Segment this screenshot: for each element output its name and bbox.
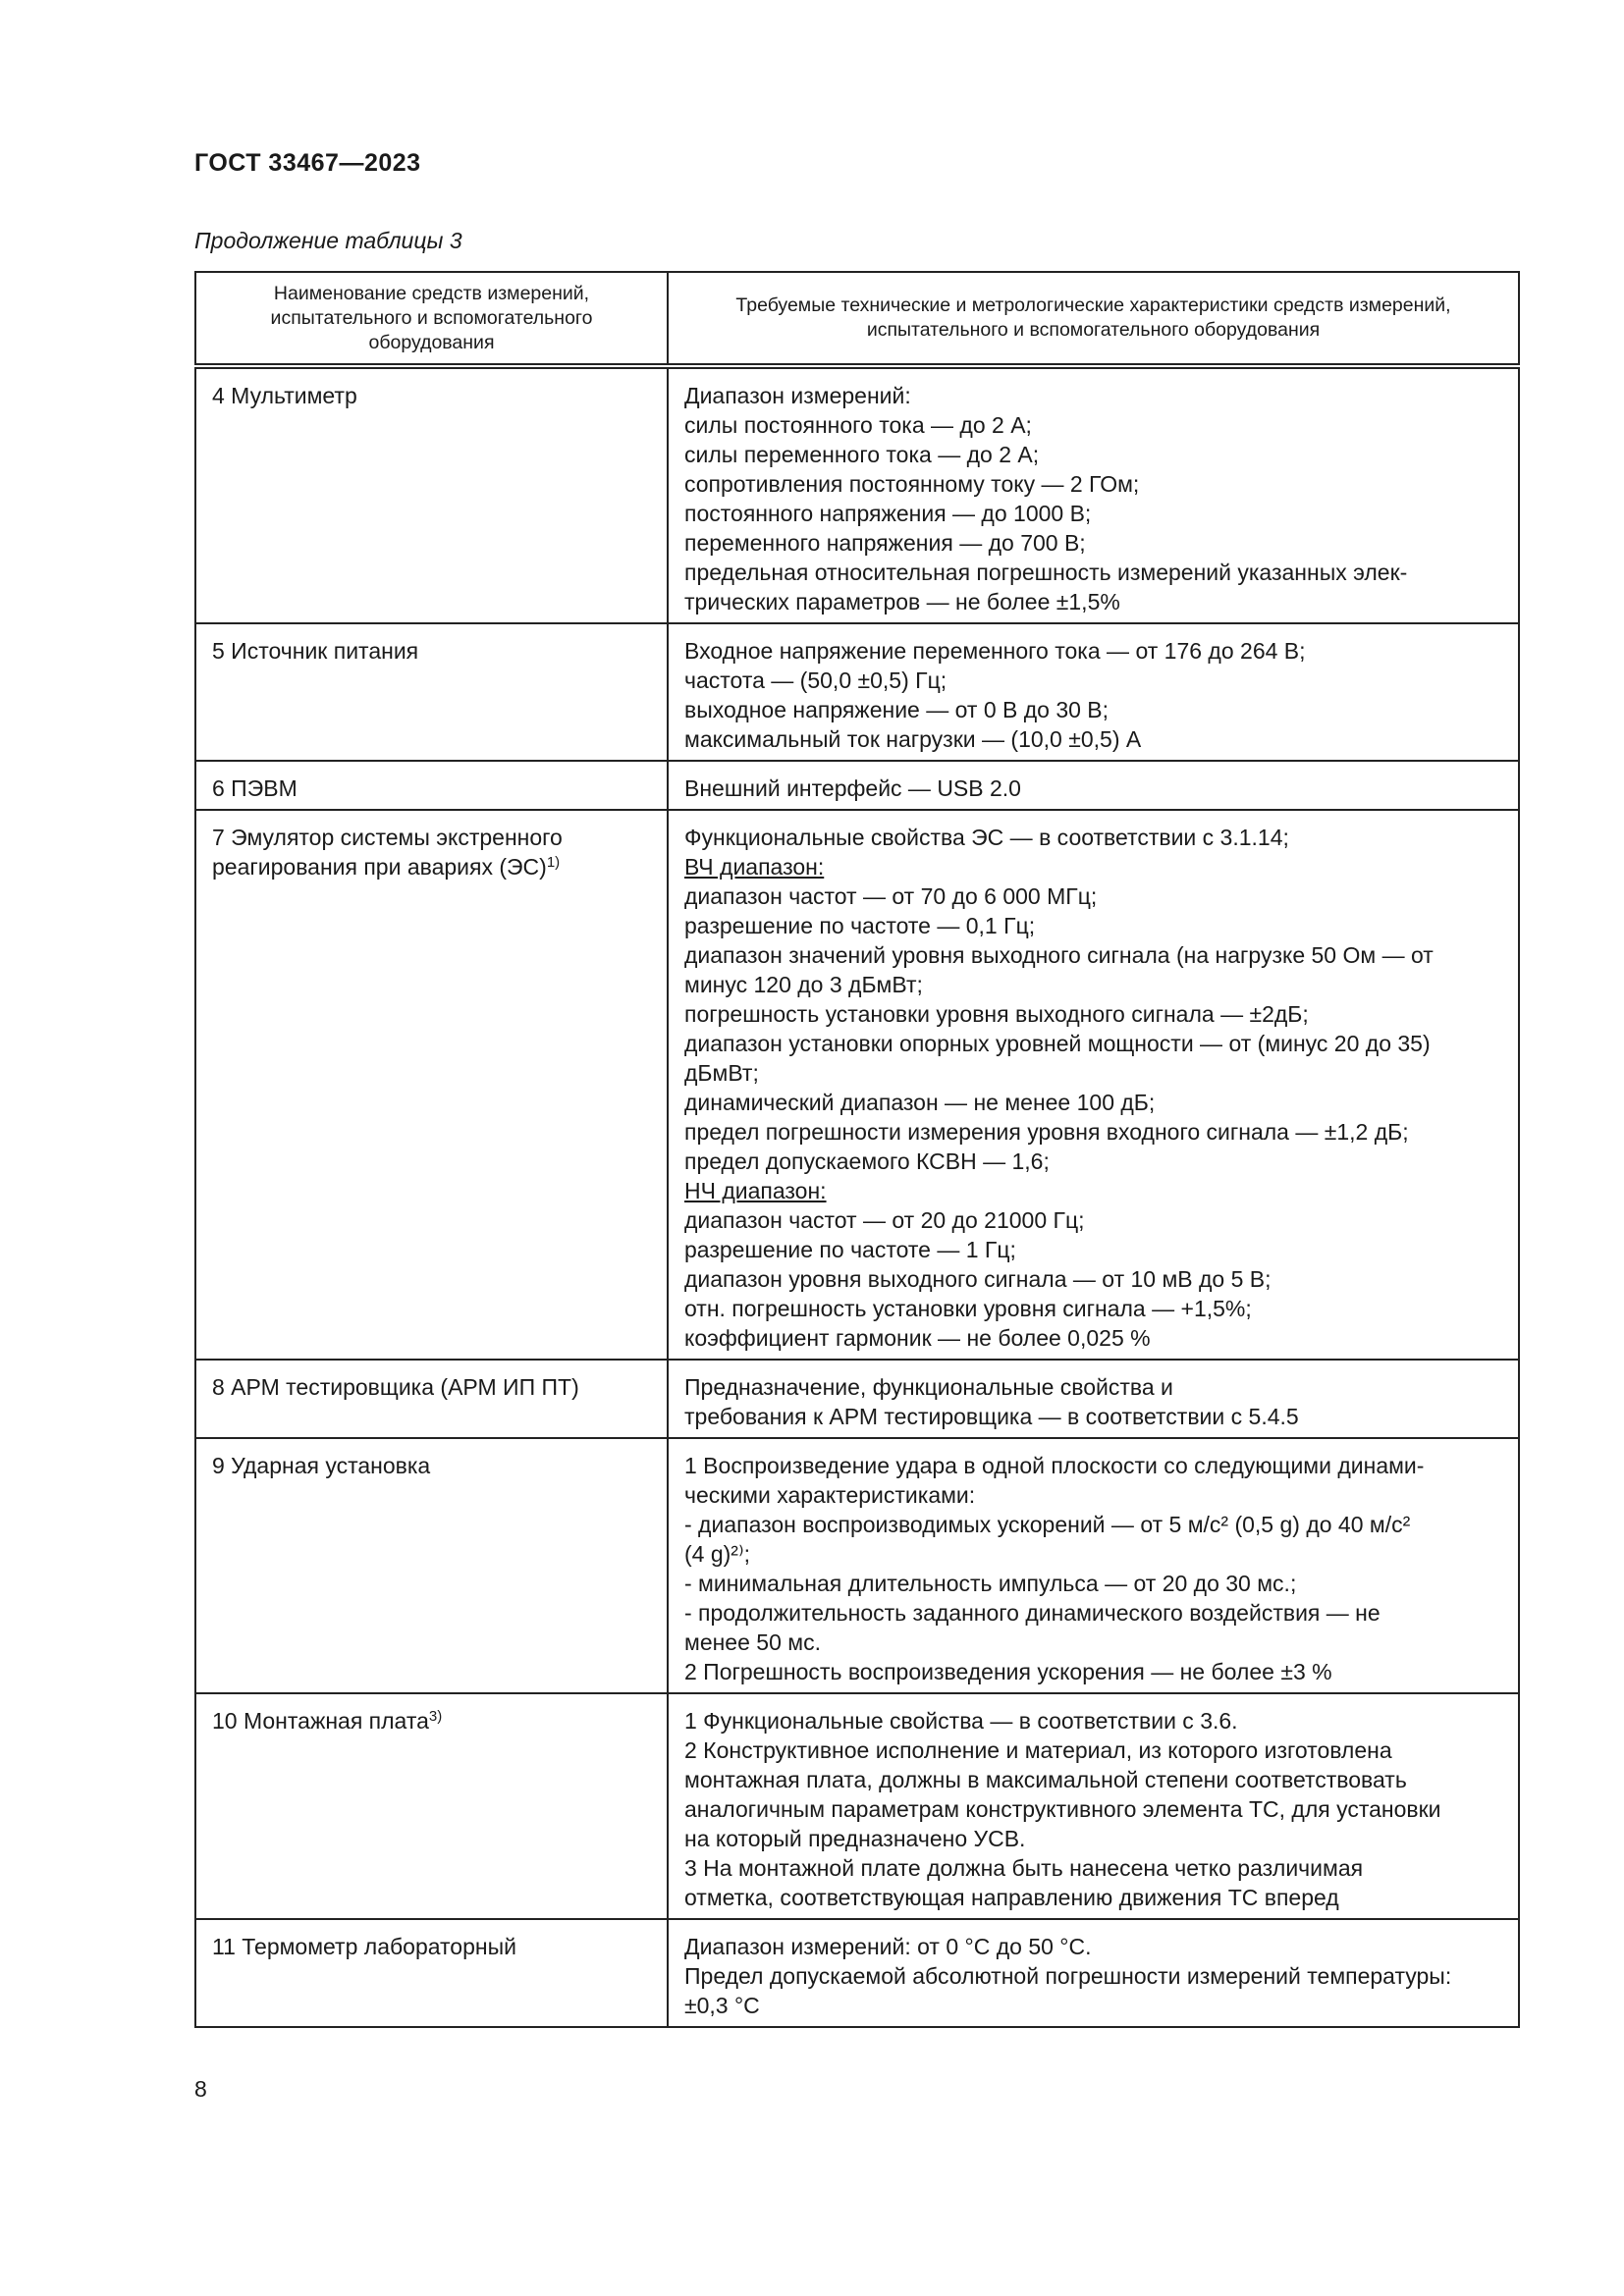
equipment-name-cell [195, 810, 668, 1360]
requirements-table [194, 271, 1520, 2028]
characteristic-line: диапазон значений уровня выходного сигнала (на нагрузке 50 Ом — от [684, 942, 1434, 968]
table-row [195, 366, 1519, 623]
characteristic-line: постоянного напряжения — до 1000 В; [684, 501, 1092, 526]
characteristic-line: диапазон установки опорных уровней мощности — от (минус 20 до 35) [684, 1031, 1431, 1056]
characteristic-line: менее 50 мс. [684, 1629, 821, 1655]
characteristic-line: минус 120 до 3 дБмВт; [684, 972, 923, 997]
characteristic-line: Предел допускаемой абсолютной погрешности измерений температуры: [684, 1963, 1452, 1989]
characteristic-line: диапазон частот — от 70 до 6 000 МГц; [684, 883, 1098, 909]
characteristics-cell [668, 1438, 1519, 1693]
characteristic-line: предел погрешности измерения уровня входного сигнала — ±1,2 дБ; [684, 1119, 1409, 1145]
characteristic-line: динамический диапазон — не менее 100 дБ; [684, 1090, 1156, 1115]
characteristic-line: частота — (50,0 ±0,5) Гц; [684, 667, 947, 693]
characteristic-line: диапазон уровня выходного сигнала — от 10 мВ до 5 В; [684, 1266, 1272, 1292]
characteristic-line: отн. погрешность установки уровня сигнала — +1,5%; [684, 1296, 1252, 1321]
footnote-marker: 3) [428, 1708, 443, 1725]
table-row [195, 623, 1519, 761]
characteristic-line: требования к АРМ тестировщика — в соответствии с 5.4.5 [684, 1404, 1299, 1429]
characteristic-line: 3 На монтажной плате должна быть нанесена четко различимая [684, 1855, 1364, 1881]
characteristic-line: на который предназначено УСВ. [684, 1826, 1026, 1851]
table-row [195, 1360, 1519, 1438]
table-row [195, 761, 1519, 810]
table-caption: Продолжение таблицы 3 [194, 228, 462, 253]
characteristic-line: Внешний интерфейс — USB 2.0 [684, 775, 1021, 801]
equipment-name-cell [195, 623, 668, 761]
equipment-name: 9 Ударная установка [212, 1453, 431, 1478]
characteristic-line: силы переменного тока — до 2 А; [684, 442, 1040, 467]
table-row [195, 1438, 1519, 1693]
characteristic-line: ±0,3 °С [684, 1993, 760, 2018]
equipment-name: 10 Монтажная плата [212, 1708, 429, 1734]
equipment-name-cell [195, 1919, 668, 2027]
characteristic-line: - минимальная длительность импульса — от 20 до 30 мс.; [684, 1571, 1297, 1596]
characteristic-line: разрешение по частоте — 1 Гц; [684, 1237, 1016, 1262]
characteristic-line: 2 Погрешность воспроизведения ускорения — не более ±3 % [684, 1659, 1332, 1684]
equipment-name: 4 Мультиметр [212, 383, 357, 408]
characteristic-line: 1 Воспроизведение удара в одной плоскости со следующими динами- [684, 1453, 1425, 1478]
characteristic-line: погрешность установки уровня выходного сигнала — ±2дБ; [684, 1001, 1309, 1027]
column-header-equipment: Наименование средств измерений, испытательного и вспомогательного оборудования [195, 272, 668, 366]
characteristic-line: трических параметров — не более ±1,5% [684, 589, 1120, 614]
characteristics-cell [668, 1919, 1519, 2027]
table-header-row [195, 272, 1519, 366]
characteristic-line: отметка, соответствующая направлению движения ТС вперед [684, 1885, 1339, 1910]
equipment-name: 11 Термометр лабораторный [212, 1934, 516, 1959]
characteristics-cell [668, 1693, 1519, 1919]
characteristics-cell [668, 810, 1519, 1360]
characteristic-line: коэффициент гармоник — не более 0,025 % [684, 1325, 1151, 1351]
characteristic-line: (4 g)²⁾; [684, 1541, 750, 1567]
equipment-name-cell [195, 1438, 668, 1693]
equipment-name-cell [195, 761, 668, 810]
characteristic-line: выходное напряжение — от 0 В до 30 В; [684, 697, 1110, 722]
table-row [195, 810, 1519, 1360]
footnote-marker: 1) [546, 854, 561, 871]
characteristic-line: силы постоянного тока — до 2 А; [684, 412, 1032, 438]
table-row [195, 1919, 1519, 2027]
characteristic-line: ВЧ диапазон: [684, 854, 825, 880]
characteristic-line: Диапазон измерений: от 0 °С до 50 °С. [684, 1934, 1092, 1959]
characteristic-line: 2 Конструктивное исполнение и материал, из которого изготовлена [684, 1737, 1392, 1763]
table-row [195, 1693, 1519, 1919]
equipment-name: 8 АРМ тестировщика (АРМ ИП ПТ) [212, 1374, 579, 1400]
characteristic-line: максимальный ток нагрузки — (10,0 ±0,5) А [684, 726, 1142, 752]
characteristic-line: дБмВт; [684, 1060, 759, 1086]
characteristic-line: диапазон частот — от 20 до 21000 Гц; [684, 1207, 1085, 1233]
characteristic-line: монтажная плата, должны в максимальной степени соответствовать [684, 1767, 1407, 1792]
characteristics-cell [668, 1360, 1519, 1438]
characteristic-line: НЧ диапазон: [684, 1178, 827, 1203]
equipment-name: 5 Источник питания [212, 638, 419, 664]
document-code: ГОСТ 33467—2023 [194, 149, 421, 177]
equipment-name-cell [195, 1360, 668, 1438]
characteristic-line: предельная относительная погрешность измерений указанных элек- [684, 560, 1408, 585]
characteristic-line: - диапазон воспроизводимых ускорений — от 5 м/с² (0,5 g) до 40 м/с² [684, 1512, 1411, 1537]
characteristic-line: переменного напряжения — до 700 В; [684, 530, 1086, 556]
characteristics-cell [668, 761, 1519, 810]
page-number: 8 [194, 2076, 207, 2102]
table-body [195, 366, 1519, 2027]
characteristic-line: 1 Функциональные свойства — в соответствии с 3.6. [684, 1708, 1238, 1734]
characteristic-line: предел допускаемого КСВН — 1,6; [684, 1148, 1050, 1174]
characteristics-cell [668, 366, 1519, 623]
characteristic-line: Предназначение, функциональные свойства и [684, 1374, 1173, 1400]
characteristic-line: Диапазон измерений: [684, 383, 911, 408]
characteristic-line: аналогичным параметрам конструктивного элемента ТС, для установки [684, 1796, 1441, 1822]
equipment-name: 6 ПЭВМ [212, 775, 298, 801]
characteristic-line: Входное напряжение переменного тока — от 176 до 264 В; [684, 638, 1306, 664]
equipment-name-cell [195, 366, 668, 623]
characteristic-line: разрешение по частоте — 0,1 Гц; [684, 913, 1036, 938]
characteristic-line: сопротивления постоянному току — 2 ГОм; [684, 471, 1140, 497]
column-header-characteristics: Требуемые технические и метрологические характеристики средств измерений, испытательного и вспомогательного оборудования [668, 272, 1519, 366]
characteristic-line: Функциональные свойства ЭС — в соответствии с 3.1.14; [684, 825, 1289, 850]
equipment-name: 7 Эмулятор системы экстренного реагирования при авариях (ЭС) [212, 825, 563, 880]
characteristics-cell [668, 623, 1519, 761]
characteristic-line: ческими характеристиками: [684, 1482, 976, 1508]
characteristic-line: - продолжительность заданного динамического воздействия — не [684, 1600, 1380, 1626]
equipment-name-cell [195, 1693, 668, 1919]
